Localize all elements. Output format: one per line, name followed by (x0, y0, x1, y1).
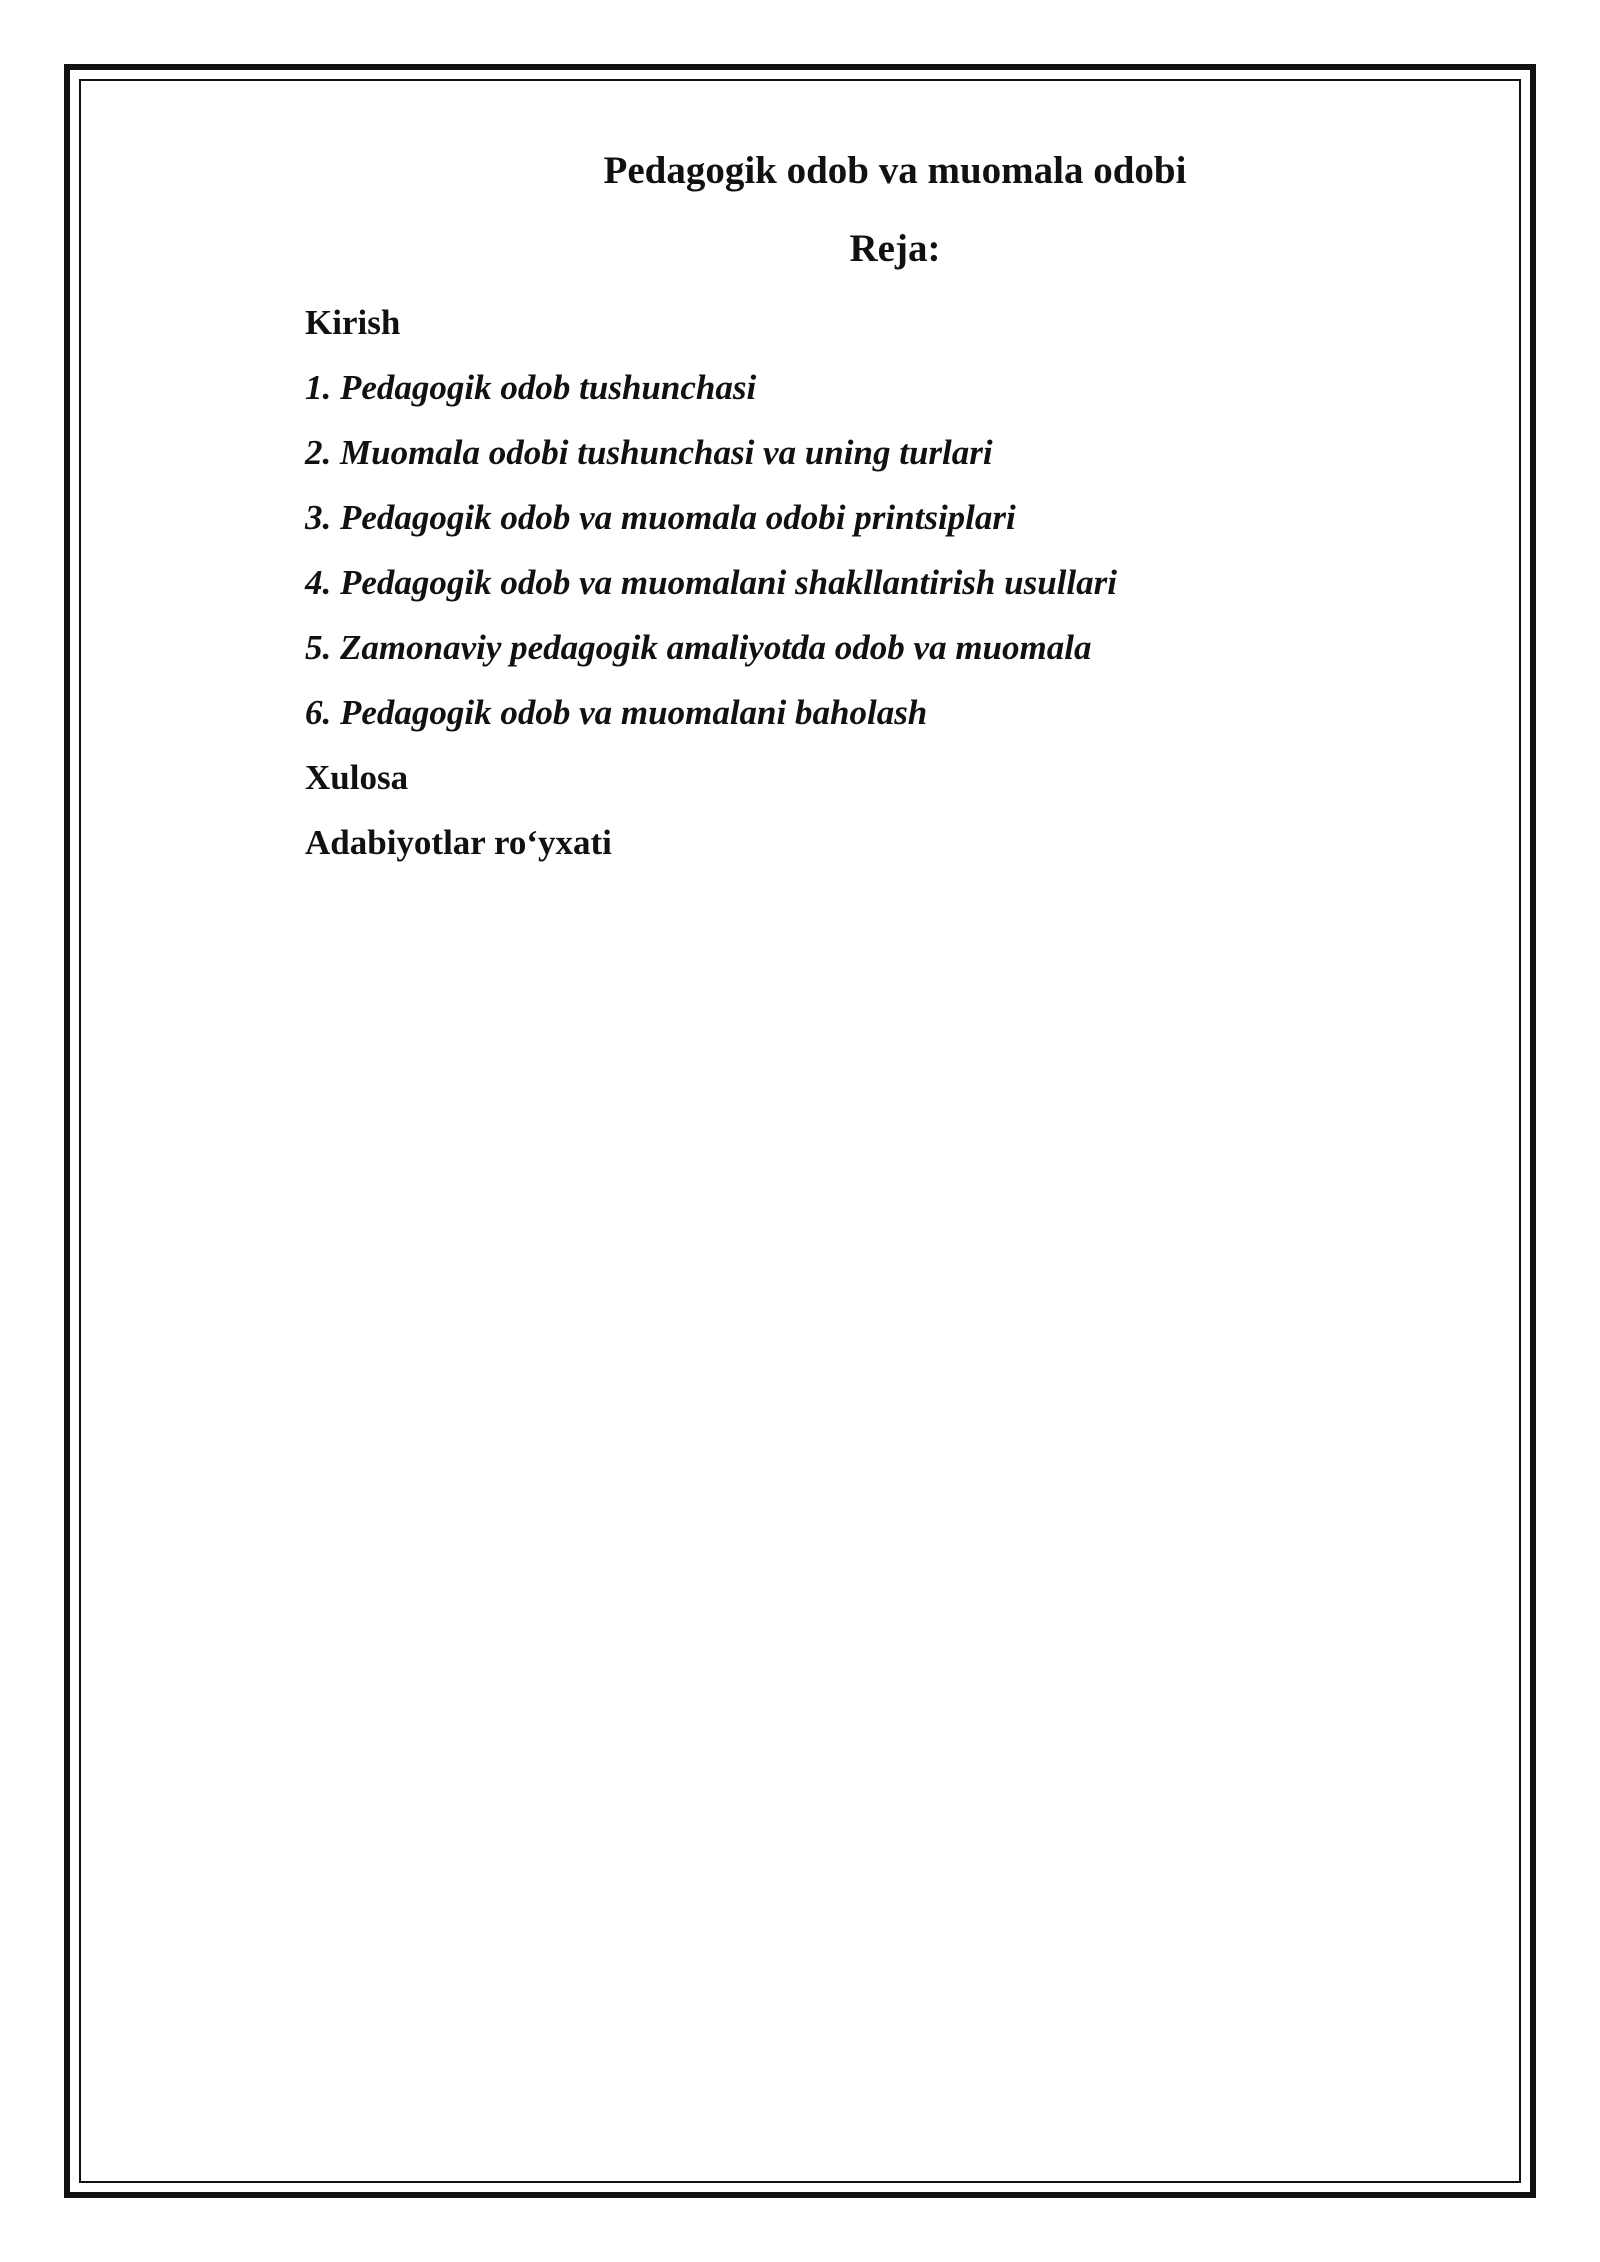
plan-item-2: 2. Muomala odobi tushunchasi va uning turlari (305, 433, 993, 472)
plan-item-5: 5. Zamonaviy pedagogik amaliyotda odob va muomala (305, 628, 1092, 667)
plan-item-references: Adabiyotlar ro‘yxati (305, 823, 612, 862)
plan-list (305, 303, 1117, 888)
plan-item-6: 6. Pedagogik odob va muomalani baholash (305, 693, 928, 732)
plan-item-4: 4. Pedagogik odob va muomalani shakllantirish usullari (305, 563, 1117, 602)
plan-item-1: 1. Pedagogik odob tushunchasi (305, 368, 757, 407)
plan-heading: Reja: (849, 227, 941, 270)
plan-item-conclusion: Xulosa (305, 758, 409, 797)
plan-item-intro: Kirish (305, 303, 401, 342)
plan-item-3: 3. Pedagogik odob va muomala odobi printsiplari (305, 498, 1016, 537)
document-title: Pedagogik odob va muomala odobi (603, 149, 1187, 192)
